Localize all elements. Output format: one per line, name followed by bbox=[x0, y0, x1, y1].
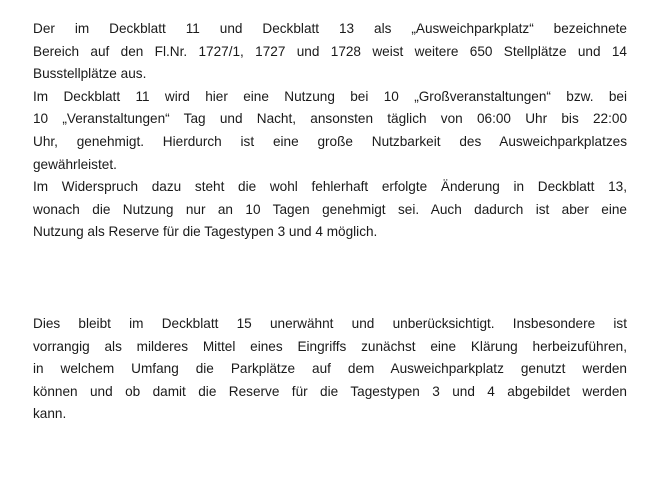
text-line: Bereich auf den Fl.Nr. 1727/1, 1727 und 1728 weist weitere 650 Stellplätze und 14 bbox=[33, 43, 627, 59]
text-line: kann. bbox=[33, 406, 67, 422]
text-line: 10 „Veranstaltungen“ Tag und Nacht, ansonsten täglich von 06:00 Uhr bis 22:00 bbox=[33, 111, 627, 127]
text-line: in welchem Umfang die Parkplätze auf dem Ausweichparkplatz genutzt werden bbox=[33, 361, 627, 377]
text-line: Nutzung als Reserve für die Tagestypen 3 und 4 möglich. bbox=[33, 224, 378, 240]
text-line: Uhr, genehmigt. Hierdurch ist eine große Nutzbarkeit des Ausweichparkplatzes bbox=[33, 133, 627, 149]
text-line: Im Deckblatt 11 wird hier eine Nutzung bei 10 „Großveranstaltungen“ bzw. bei bbox=[33, 88, 627, 104]
text-line: wonach die Nutzung nur an 10 Tagen genehmigt sei. Auch dadurch ist aber eine bbox=[33, 201, 627, 217]
text-line: vorrangig als milderes Mittel eines Eingriffs zunächst eine Klärung herbeizuführen, bbox=[33, 338, 627, 354]
paragraph-ausweichparkplatz bbox=[33, 18, 627, 244]
text-line: gewährleistet. bbox=[33, 156, 117, 172]
text-line: können und ob damit die Reserve für die Tagestypen 3 und 4 abgebildet werden bbox=[33, 383, 627, 399]
paragraph-deckblatt-15 bbox=[33, 313, 627, 426]
text-line: Busstellplätze aus. bbox=[33, 66, 147, 82]
text-line: Dies bleibt im Deckblatt 15 unerwähnt und unberücksichtigt. Insbesondere ist bbox=[33, 316, 627, 331]
text-line: Im Widerspruch dazu steht die wohl fehlerhaft erfolgte Änderung in Deckblatt 13, bbox=[33, 179, 627, 195]
text-line: Der im Deckblatt 11 und Deckblatt 13 als „Ausweichparkplatz“ bezeichnete bbox=[33, 21, 627, 36]
